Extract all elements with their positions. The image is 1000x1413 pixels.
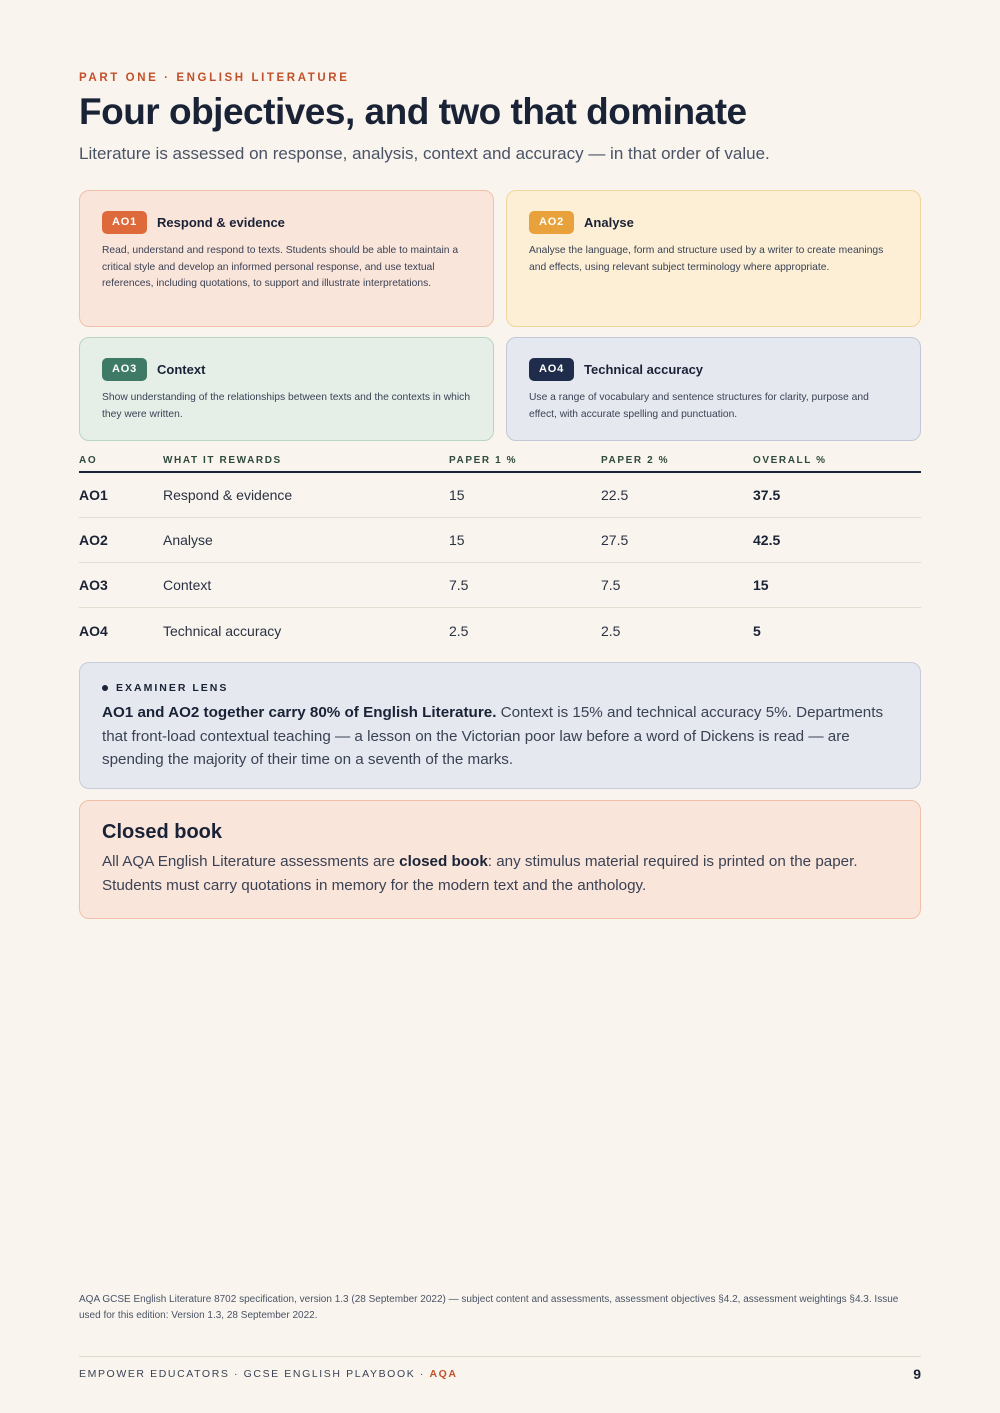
table-row [79, 518, 921, 563]
table-row [79, 608, 921, 653]
closed-book-bold: closed book [399, 853, 488, 870]
ao1-card [79, 190, 494, 327]
header-what: WHAT IT REWARDS [163, 454, 282, 466]
footer-divider [79, 1356, 921, 1357]
source-footnote: AQA GCSE English Literature 8702 specification, version 1.3 (28 September 2022) — subject content and assessments, assessment objectives §4.2, assessment weightings §4.3. Issue used for this edition: Version 1.3, 28 September 2022. [79, 1294, 899, 1321]
ao1-description: Read, understand and respond to texts. Students should be able to maintain a critical style and develop an informed personal response, and use textual references, including quotations, to support and illustrate interpretations. [102, 245, 459, 289]
ao2-description: Analyse the language, form and structure used by a writer to create meanings and effects, using relevant subject terminology where appropriate. [529, 245, 884, 273]
header-overall: OVERALL % [753, 454, 827, 466]
examiner-lens-heading: EXAMINER LENS [116, 682, 229, 694]
cell-paper2: 27.5 [601, 532, 629, 548]
ao2-chip: AO2 [529, 211, 574, 234]
examiner-lens-bold: AO1 and AO2 together carry 80% of English Literature. [102, 704, 497, 721]
footer-publication-text: EMPOWER EDUCATORS · GCSE ENGLISH PLAYBOOK · [79, 1368, 430, 1380]
examiner-lens-body: Context is 15% and technical accuracy 5%. Departments that front-load contextual teaching — a lesson on the Victorian poor law before a word of Dickens is read — are spending the majority of their time on a seventh of the marks. [102, 704, 884, 768]
cell-paper2: 7.5 [601, 577, 621, 593]
cell-overall: 5 [753, 622, 761, 639]
ao4-chip: AO4 [529, 358, 574, 381]
table-row [79, 563, 921, 608]
cell-what: Analyse [163, 532, 213, 548]
ao2-card [506, 190, 921, 327]
examiner-lens-label [102, 682, 898, 694]
ao3-title: Context [157, 362, 206, 377]
cell-overall: 42.5 [753, 532, 781, 548]
footer-board: AQA [429, 1368, 458, 1380]
ao3-description: Show understanding of the relationships between texts and the contexts in which they were written. [102, 392, 471, 420]
closed-book-text [102, 850, 898, 898]
ao4-description: Use a range of vocabulary and sentence structures for clarity, purpose and effect, with accurate spelling and punctuation. [529, 392, 869, 420]
header-paper1: PAPER 1 % [449, 454, 518, 466]
table-row [79, 473, 921, 518]
cell-paper1: 7.5 [449, 577, 469, 593]
cell-paper1: 15 [449, 487, 465, 503]
page-subtitle: Literature is assessed on response, analysis, context and accuracy — in that order of value. [79, 144, 770, 163]
page-title: Four objectives, and two that dominate [79, 91, 747, 132]
ao3-chip: AO3 [102, 358, 147, 381]
section-eyebrow: PART ONE · ENGLISH LITERATURE [79, 72, 350, 84]
ao1-chip: AO1 [102, 211, 147, 234]
cell-what: Context [163, 577, 212, 593]
ao1-title: Respond & evidence [157, 215, 285, 230]
ao3-card [79, 337, 494, 441]
cell-paper1: 15 [449, 532, 465, 548]
table-header [79, 449, 921, 473]
closed-book-text-before: All AQA English Literature assessments are [102, 853, 400, 870]
cell-what: Respond & evidence [163, 487, 293, 503]
cell-overall: 15 [753, 577, 769, 593]
cell-paper1: 2.5 [449, 622, 469, 639]
ao4-card [506, 337, 921, 441]
cell-overall: 37.5 [753, 487, 781, 503]
closed-book-callout [79, 800, 921, 919]
header-paper2: PAPER 2 % [601, 454, 670, 466]
ao4-title: Technical accuracy [584, 362, 704, 377]
cell-ao: AO3 [79, 577, 108, 593]
cell-ao: AO1 [79, 487, 108, 503]
page-number: 9 [913, 1366, 921, 1382]
footer-publication [79, 1368, 458, 1380]
closed-book-title: Closed book [102, 821, 223, 843]
examiner-lens-text [102, 701, 898, 772]
cell-ao: AO2 [79, 532, 108, 548]
cell-paper2: 22.5 [601, 487, 629, 503]
bullet-dot-icon [102, 685, 108, 691]
cell-what: Technical accuracy [163, 622, 282, 639]
cell-paper2: 2.5 [601, 622, 621, 639]
closed-book-text-after: : any stimulus material required is printed on the paper. Students must carry quotations in memory for the modern text and the anthology. [102, 853, 858, 894]
cell-ao: AO4 [79, 622, 108, 639]
page-footer [79, 1366, 921, 1382]
weightings-table [79, 449, 921, 653]
ao2-title: Analyse [584, 215, 634, 230]
header-ao: AO [79, 454, 98, 466]
examiner-lens-callout [79, 662, 921, 789]
